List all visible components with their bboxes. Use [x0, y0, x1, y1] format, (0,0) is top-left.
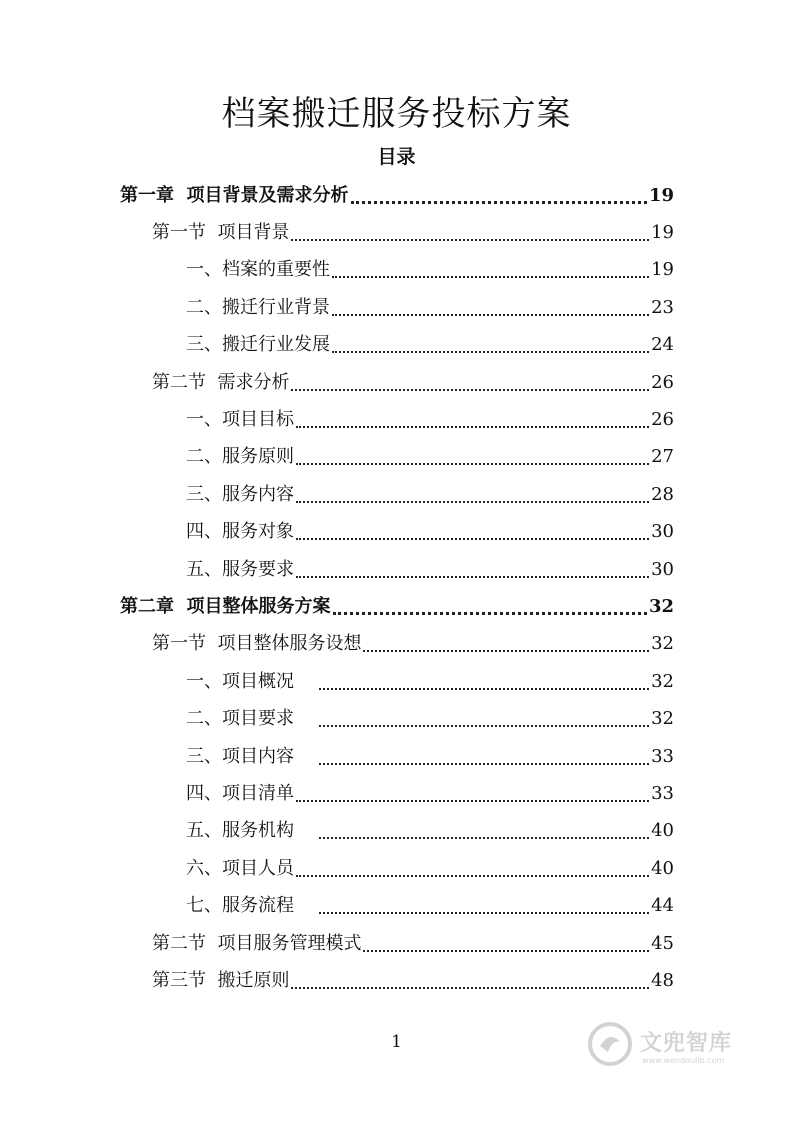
page-number: 1	[391, 1032, 402, 1052]
toc-entry[interactable]	[0, 925, 793, 962]
toc-entry-label: 三、项目内容	[186, 745, 317, 767]
toc-entry-page: 44	[651, 895, 674, 917]
toc-entry-page: 40	[651, 820, 674, 842]
toc-entry[interactable]	[0, 738, 793, 775]
table-of-contents	[0, 177, 793, 1000]
toc-dot-leader	[296, 426, 649, 428]
toc-entry-label: 第二节 项目服务管理模式	[152, 932, 362, 954]
toc-entry[interactable]	[0, 476, 793, 513]
toc-dot-leader	[291, 987, 649, 989]
toc-entry[interactable]	[0, 289, 793, 326]
toc-entry[interactable]	[0, 850, 793, 887]
toc-entry-page: 26	[651, 371, 674, 393]
toc-entry-label: 第一节 项目整体服务设想	[152, 633, 362, 655]
toc-dot-leader	[319, 763, 649, 765]
toc-entry-label: 第二章 项目整体服务方案	[120, 595, 331, 617]
toc-dot-leader	[319, 688, 649, 690]
toc-entry[interactable]	[0, 364, 793, 401]
toc-entry-page: 19	[651, 259, 674, 281]
watermark-text: 文兜智库	[640, 1031, 733, 1056]
toc-entry[interactable]	[0, 327, 793, 364]
toc-dot-leader	[332, 276, 649, 278]
toc-entry-label: 二、搬迁行业背景	[186, 296, 330, 318]
toc-entry-page: 32	[651, 708, 674, 730]
toc-entry-label: 五、服务要求	[186, 558, 294, 580]
toc-entry[interactable]	[0, 588, 793, 625]
toc-entry-page: 24	[651, 334, 674, 356]
toc-entry-page: 33	[651, 782, 674, 804]
toc-entry[interactable]	[0, 177, 793, 214]
toc-entry[interactable]	[0, 775, 793, 812]
toc-entry-page: 28	[651, 483, 674, 505]
toc-entry-page: 32	[651, 633, 674, 655]
toc-entry-page: 48	[651, 969, 674, 991]
toc-entry[interactable]	[0, 700, 793, 737]
toc-entry[interactable]	[0, 401, 793, 438]
toc-entry-page: 32	[651, 670, 674, 692]
toc-entry-page: 33	[651, 745, 674, 767]
toc-entry-page: 19	[651, 222, 674, 244]
toc-entry-label: 二、服务原则	[186, 446, 294, 468]
toc-entry[interactable]	[0, 439, 793, 476]
toc-entry-label: 一、项目概况	[186, 670, 317, 692]
toc-dot-leader	[363, 650, 649, 652]
toc-entry-label: 七、服务流程	[186, 895, 317, 917]
toc-dot-leader	[332, 314, 649, 316]
toc-dot-leader	[291, 239, 649, 241]
toc-entry-label: 五、服务机构	[186, 820, 317, 842]
toc-dot-leader	[296, 538, 649, 540]
toc-entry-label: 六、项目人员	[186, 857, 294, 879]
toc-entry-label: 第一节 项目背景	[152, 222, 290, 244]
toc-entry-page: 26	[651, 409, 674, 431]
toc-entry[interactable]	[0, 887, 793, 924]
toc-entry-page: 27	[651, 446, 674, 468]
toc-dot-leader	[363, 950, 649, 952]
toc-entry-label: 第三节 搬迁原则	[152, 969, 290, 991]
toc-entry-label: 四、服务对象	[186, 521, 294, 543]
toc-entry-page: 40	[651, 857, 674, 879]
toc-entry-page: 19	[648, 184, 674, 206]
toc-entry-label: 第二节 需求分析	[152, 371, 290, 393]
toc-entry-label: 二、项目要求	[186, 708, 317, 730]
toc-entry-label: 四、项目清单	[186, 782, 294, 804]
toc-entry[interactable]	[0, 962, 793, 999]
toc-entry[interactable]	[0, 551, 793, 588]
toc-entry[interactable]	[0, 514, 793, 551]
toc-entry-page: 30	[651, 558, 674, 580]
toc-entry[interactable]	[0, 214, 793, 251]
toc-dot-leader	[333, 612, 647, 615]
toc-entry[interactable]	[0, 252, 793, 289]
toc-dot-leader	[332, 351, 649, 353]
toc-entry[interactable]	[0, 813, 793, 850]
toc-dot-leader	[319, 725, 649, 727]
toc-heading: 目录	[377, 146, 416, 168]
wendou-logo-icon	[588, 1022, 632, 1066]
toc-entry[interactable]	[0, 626, 793, 663]
toc-dot-leader	[296, 501, 649, 503]
toc-entry-label: 三、服务内容	[186, 483, 294, 505]
toc-dot-leader	[296, 463, 649, 465]
toc-dot-leader	[296, 800, 649, 802]
toc-dot-leader	[351, 201, 647, 204]
toc-dot-leader	[319, 912, 649, 914]
toc-entry-page: 23	[651, 296, 674, 318]
toc-dot-leader	[296, 875, 649, 877]
toc-entry[interactable]	[0, 663, 793, 700]
toc-dot-leader	[296, 576, 649, 578]
watermark-url: www.wendoulib.com	[642, 1056, 725, 1065]
toc-entry-label: 一、档案的重要性	[186, 259, 330, 281]
toc-dot-leader	[291, 389, 649, 391]
toc-dot-leader	[319, 837, 649, 839]
toc-entry-page: 32	[648, 595, 674, 617]
toc-entry-page: 30	[651, 521, 674, 543]
toc-entry-label: 一、项目目标	[186, 409, 294, 431]
document-title: 档案搬迁服务投标方案	[221, 94, 572, 134]
toc-entry-label: 三、搬迁行业发展	[186, 334, 330, 356]
toc-entry-label: 第一章 项目背景及需求分析	[120, 184, 349, 206]
watermark	[588, 1020, 753, 1070]
toc-entry-page: 45	[651, 932, 674, 954]
